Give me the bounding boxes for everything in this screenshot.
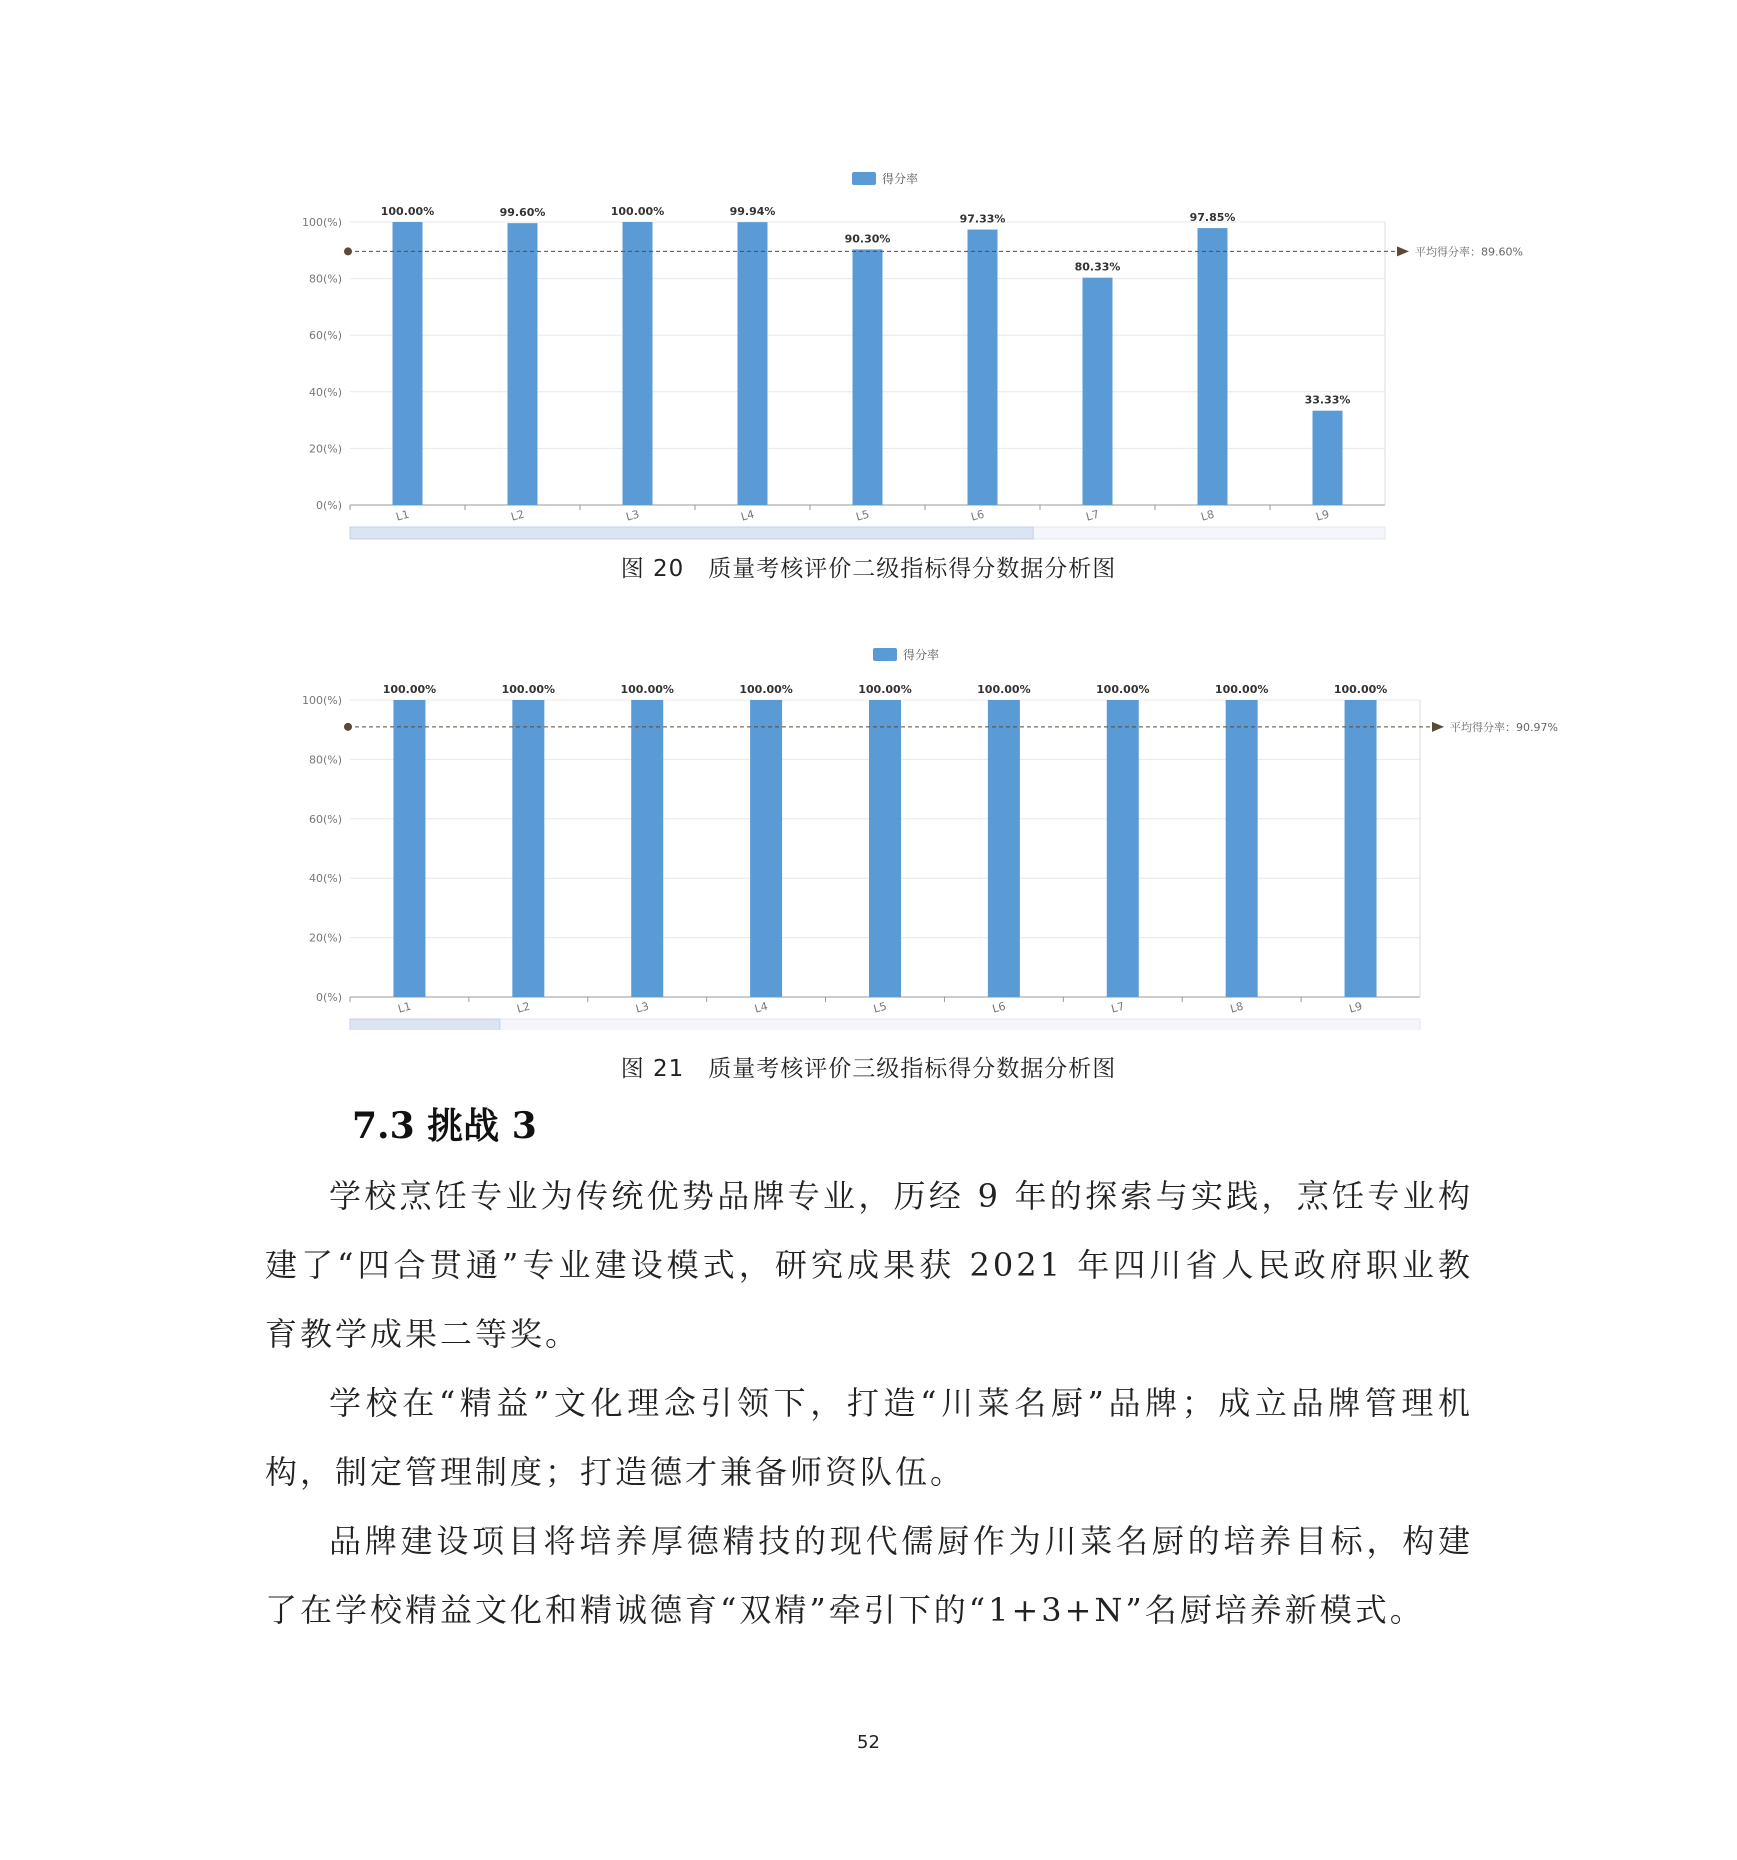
y-tick-label: 20(%) xyxy=(308,931,342,945)
bar-value-label: 33.33% xyxy=(1304,393,1351,407)
bar-l5 xyxy=(869,700,901,997)
bar-l7 xyxy=(1107,700,1139,997)
bar-value-label: 99.60% xyxy=(499,206,546,220)
bar-l2 xyxy=(508,223,538,505)
bar-l3 xyxy=(623,222,653,505)
bar-value-label: 97.85% xyxy=(1189,211,1236,225)
bar-value-label: 100.00% xyxy=(977,683,1031,696)
average-label: 平均得分率：89.60% xyxy=(1415,245,1523,259)
legend-label: 得分率 xyxy=(903,648,940,662)
bar-value-label: 100.00% xyxy=(620,683,674,696)
bar-l4 xyxy=(738,222,768,505)
y-tick-label: 40(%) xyxy=(308,872,342,886)
legend-label: 得分率 xyxy=(882,172,919,186)
bar-value-label: 100.00% xyxy=(501,683,556,696)
x-tick-label: L7 xyxy=(1084,507,1101,524)
x-tick-label: L1 xyxy=(394,507,411,524)
x-tick-label: L2 xyxy=(515,999,532,1016)
figure-20-caption: 图 20 质量考核评价二级指标得分数据分析图 xyxy=(620,556,1117,582)
bar-value-label: 90.30% xyxy=(844,232,891,246)
bar-l4 xyxy=(750,700,782,997)
body-text xyxy=(265,1162,1473,1645)
x-tick-label: L9 xyxy=(1314,507,1331,524)
bar-l9 xyxy=(1313,411,1343,505)
paragraph-3: 品牌建设项目将培养厚德精技的现代儒厨作为川菜名厨的培养目标，构建了在学校精益文化和精诚德育“双精”牵引下的“1+3+N”名厨培养新模式。 xyxy=(265,1522,1473,1629)
x-tick-label: L2 xyxy=(509,507,526,524)
x-tick-label: L8 xyxy=(1199,507,1216,524)
bar-value-label: 100.00% xyxy=(380,205,435,218)
x-tick-label: L1 xyxy=(396,999,413,1016)
y-tick-label: 80(%) xyxy=(308,753,342,767)
x-tick-label: L6 xyxy=(990,999,1008,1016)
bar-value-label: 99.94% xyxy=(729,205,776,219)
y-tick-label: 100(%) xyxy=(301,216,342,229)
y-tick-label: 40(%) xyxy=(308,385,342,399)
bar-value-label: 100.00% xyxy=(382,683,437,696)
figure-21-caption: 图 21 质量考核评价三级指标得分数据分析图 xyxy=(620,1056,1117,1082)
bar-l7 xyxy=(1083,278,1113,505)
y-tick-label: 80(%) xyxy=(308,272,342,286)
y-tick-label: 20(%) xyxy=(308,442,342,456)
bar-l8 xyxy=(1226,700,1258,997)
y-tick-label: 60(%) xyxy=(308,329,342,343)
legend-swatch xyxy=(873,648,897,661)
page-number: 52 xyxy=(857,1732,880,1753)
x-tick-label: L4 xyxy=(753,999,770,1016)
bar-l1 xyxy=(393,222,423,505)
legend-swatch xyxy=(852,172,876,185)
x-tick-label: L5 xyxy=(854,507,871,524)
average-arrow xyxy=(1397,246,1409,256)
bar-l9 xyxy=(1345,700,1377,997)
bar-value-label: 100.00% xyxy=(1096,683,1150,696)
bar-value-label: 100.00% xyxy=(858,683,912,696)
x-tick-label: L3 xyxy=(624,507,641,524)
bar-value-label: 80.33% xyxy=(1074,260,1121,274)
x-tick-label: L6 xyxy=(969,507,986,524)
bar-value-label: 100.00% xyxy=(1333,683,1388,696)
x-tick-label: L9 xyxy=(1347,999,1364,1016)
bar-l6 xyxy=(968,230,998,505)
chart-tertiary-indicators xyxy=(0,630,1737,1030)
y-tick-label: 60(%) xyxy=(308,812,342,826)
x-tick-label: L5 xyxy=(872,999,889,1016)
x-tick-label: L4 xyxy=(739,507,756,524)
x-tick-label: L3 xyxy=(634,999,651,1016)
bar-l6 xyxy=(988,700,1020,997)
zoom-slider-window xyxy=(350,527,1033,539)
bar-l2 xyxy=(512,700,544,997)
chart-secondary-indicators xyxy=(0,150,1737,550)
bar-l3 xyxy=(631,700,663,997)
average-arrow xyxy=(1432,722,1444,732)
bar-value-label: 97.33% xyxy=(959,212,1006,226)
bar-l1 xyxy=(393,700,425,997)
paragraph-1: 学校烹饪专业为传统优势品牌专业，历经 9 年的探索与实践，烹饪专业构建了“四合贯通”专业建设模式，研究成果获 2021 年四川省人民政府职业教育教学成果二等奖。 xyxy=(265,1177,1473,1353)
zoom-slider-window xyxy=(350,1019,500,1030)
y-tick-label: 0(%) xyxy=(315,499,342,512)
bar-l5 xyxy=(853,249,883,505)
x-tick-label: L7 xyxy=(1109,999,1126,1016)
section-heading: 7.3 挑战 3 xyxy=(352,1105,537,1147)
average-label: 平均得分率：90.97% xyxy=(1450,720,1558,734)
bar-value-label: 100.00% xyxy=(610,205,665,218)
y-tick-label: 0(%) xyxy=(315,991,342,1004)
y-tick-label: 100(%) xyxy=(301,694,342,707)
bar-value-label: 100.00% xyxy=(1214,683,1269,696)
paragraph-2: 学校在“精益”文化理念引领下，打造“川菜名厨”品牌；成立品牌管理机构，制定管理制度；打造德才兼备师资队伍。 xyxy=(265,1384,1473,1491)
bar-value-label: 100.00% xyxy=(739,683,793,696)
bar-l8 xyxy=(1198,228,1228,505)
zoom-slider-track xyxy=(350,1019,1420,1030)
x-tick-label: L8 xyxy=(1228,999,1245,1016)
